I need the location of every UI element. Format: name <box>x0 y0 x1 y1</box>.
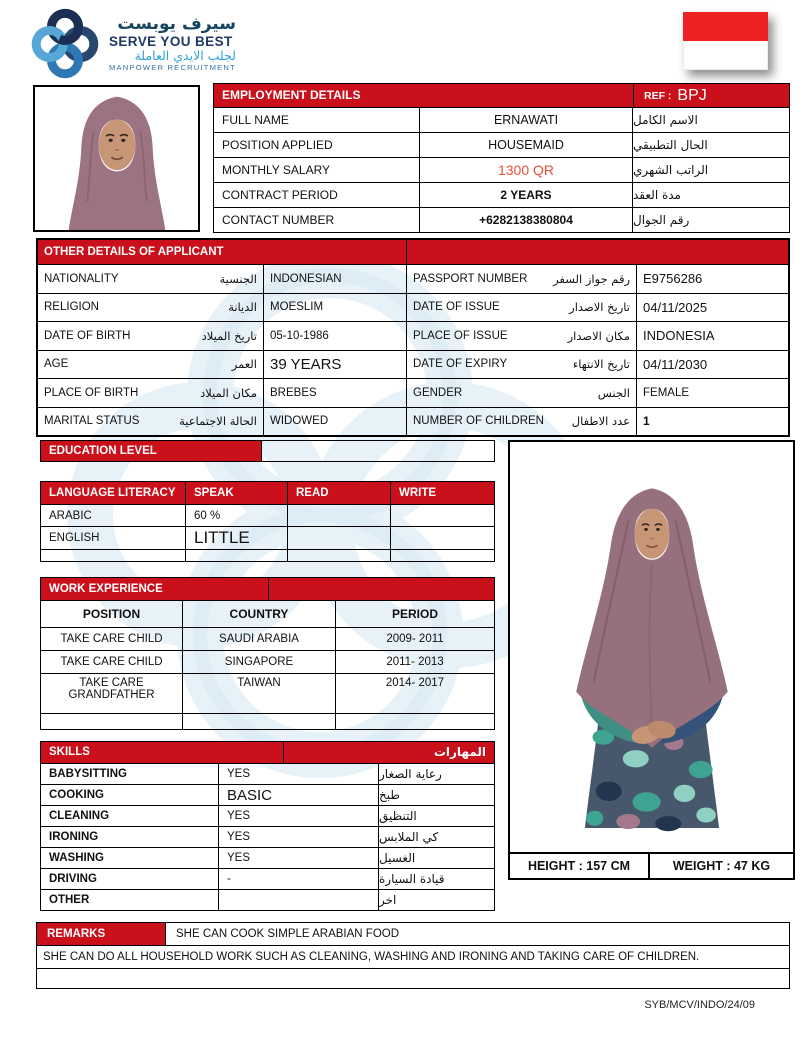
education-level-value <box>261 440 495 462</box>
skill-label: BABYSITTING <box>41 764 219 784</box>
applicant-full-body-photo <box>510 442 793 852</box>
field-arabic-label: الديانة <box>228 300 257 315</box>
skill-arabic-label: طبخ <box>379 788 400 802</box>
empty-cell <box>41 550 186 561</box>
field-value: ERNAWATI <box>420 108 633 132</box>
field-label: CONTACT NUMBER <box>214 208 420 232</box>
field-label: PASSPORT NUMBER <box>413 272 528 285</box>
field-arabic-label: الاسم الكامل <box>633 113 698 127</box>
period-value: 2009- 2011 <box>386 633 444 645</box>
field-label-cell <box>407 294 637 322</box>
skills-section <box>40 741 495 911</box>
language-name: ENGLISH <box>41 527 186 549</box>
table-row <box>38 264 788 293</box>
logo-arabic-name: سيرف يوبست <box>117 14 236 35</box>
remarks-row <box>37 923 789 946</box>
table-row <box>41 889 494 910</box>
country-value: SINGAPORE <box>183 651 336 673</box>
field-label-cell <box>38 322 264 350</box>
field-value: 2 YEARS <box>420 183 633 207</box>
field-arabic-label: الراتب الشهري <box>633 163 709 177</box>
work-columns-row <box>41 600 494 627</box>
table-row-empty <box>41 713 494 729</box>
country-value: TAIWAN <box>183 674 336 713</box>
field-label: DATE OF BIRTH <box>44 329 131 342</box>
logo-knot-icon <box>28 8 102 80</box>
logo-tagline: MANPOWER RECRUITMENT <box>109 63 236 73</box>
field-label-cell <box>38 294 264 322</box>
remarks-line2: SHE CAN DO ALL HOUSEHOLD WORK SUCH AS CLEANING, WASHING AND IRONING AND TAKING CARE OF CHILDREN. <box>37 946 789 969</box>
skill-arabic-label: اخر <box>379 893 397 907</box>
skill-arabic-label: كي الملابس <box>379 830 439 844</box>
logo-company-name: SERVE YOU BEST <box>109 34 233 50</box>
skills-arabic-title: المهارات <box>433 745 486 759</box>
employment-header <box>214 84 789 107</box>
applicant-full-photo-panel <box>508 440 795 880</box>
column-header: PERIOD <box>391 607 438 621</box>
document-reference-code: SYB/MCV/INDO/24/09 <box>644 999 755 1011</box>
empty-cell <box>186 550 288 561</box>
skill-value <box>219 890 379 910</box>
field-arabic-label: رقم جواز السفر <box>553 271 630 286</box>
speak-level: LITTLE <box>186 527 288 549</box>
other-details-title: OTHER DETAILS OF APPLICANT <box>38 240 407 264</box>
field-value: E9756286 <box>643 271 703 287</box>
country-value: SAUDI ARABIA <box>183 628 336 650</box>
field-arabic-label: مكان الميلاد <box>200 385 257 400</box>
field-label: CONTRACT PERIOD <box>214 183 420 207</box>
position-value: TAKE CARE CHILD <box>41 651 183 673</box>
column-header: POSITION <box>41 601 183 627</box>
language-header-row <box>41 482 494 504</box>
field-label: PLACE OF ISSUE <box>413 329 508 342</box>
field-arabic-label: مدة العقد <box>633 188 681 202</box>
skills-title: SKILLS <box>41 742 284 763</box>
field-arabic-label: الجنسية <box>219 271 257 286</box>
flag-red-band <box>683 12 768 41</box>
table-row <box>41 784 494 805</box>
education-level-title: EDUCATION LEVEL <box>40 440 262 462</box>
field-value: +6282138380804 <box>420 208 633 232</box>
field-arabic-label: مكان الاصدار <box>567 328 630 343</box>
field-value: BREBES <box>264 379 407 407</box>
indonesia-flag <box>683 12 768 70</box>
column-header: SPEAK <box>186 482 288 504</box>
logo-arabic-tagline: لجلب الايدي العاملة <box>134 48 236 64</box>
company-logo <box>28 8 236 80</box>
period-value: 2011- 2013 <box>386 656 444 668</box>
empty-cell <box>41 714 183 729</box>
logo-text-block <box>109 15 236 73</box>
table-row <box>41 650 494 673</box>
field-label-cell <box>38 408 264 436</box>
field-value: HOUSEMAID <box>420 133 633 157</box>
field-label-cell <box>407 322 637 350</box>
field-value: WIDOWED <box>264 408 407 436</box>
column-header: LANGUAGE LITERACY <box>41 482 186 504</box>
read-level <box>288 505 391 526</box>
column-header: READ <box>288 482 391 504</box>
employment-title: EMPLOYMENT DETAILS <box>214 84 634 107</box>
field-label: MARITAL STATUS <box>44 415 140 428</box>
field-label: GENDER <box>413 386 463 399</box>
table-row <box>38 321 788 350</box>
table-row <box>41 868 494 889</box>
skills-header <box>41 742 494 763</box>
language-literacy-section <box>40 481 495 562</box>
skill-value: YES <box>219 806 379 826</box>
skill-label: IRONING <box>41 827 219 847</box>
empty-cell <box>288 550 391 561</box>
full-body-illustration <box>533 460 771 852</box>
column-header: COUNTRY <box>183 601 336 627</box>
field-arabic-label: عدد الاطفال <box>571 414 630 429</box>
empty-cell <box>183 714 336 729</box>
field-arabic-label: تاريخ الاصدار <box>569 300 630 315</box>
field-value: INDONESIA <box>643 328 715 344</box>
table-row <box>41 763 494 784</box>
position-value: TAKE CARE GRANDFATHER <box>41 674 183 713</box>
table-row <box>214 182 789 207</box>
work-experience-section <box>40 577 495 730</box>
field-arabic-label: تاريخ الميلاد <box>201 328 257 343</box>
header-filler <box>407 240 788 264</box>
field-label-cell <box>407 265 637 293</box>
field-label: NATIONALITY <box>44 272 119 285</box>
write-level <box>391 527 494 549</box>
ref-cell <box>634 84 789 107</box>
field-value: 1 <box>643 414 650 429</box>
table-row <box>214 107 789 132</box>
ref-value: BPJ <box>677 86 707 104</box>
field-label: MONTHLY SALARY <box>214 158 420 182</box>
field-value: FEMALE <box>643 386 690 399</box>
write-level <box>391 505 494 526</box>
field-value: 39 YEARS <box>264 351 407 379</box>
empty-cell <box>336 714 494 729</box>
speak-level: 60 % <box>186 505 288 526</box>
table-row <box>38 350 788 379</box>
field-label: NUMBER OF CHILDREN <box>413 415 544 428</box>
remarks-title: REMARKS <box>37 923 166 945</box>
field-arabic-label: الحالة الاجتماعية <box>179 414 257 429</box>
remarks-section <box>36 922 790 989</box>
table-row <box>214 207 789 232</box>
ref-label: REF : <box>644 89 672 102</box>
portrait-illustration <box>58 92 176 230</box>
table-row <box>41 847 494 868</box>
employment-details-section <box>213 83 790 233</box>
skill-label: CLEANING <box>41 806 219 826</box>
salary-value: 1300 QR <box>420 158 633 182</box>
table-row <box>214 132 789 157</box>
period-value: 2014- 2017 <box>385 677 445 689</box>
work-experience-header <box>41 578 494 600</box>
skill-value: YES <box>219 848 379 868</box>
field-value: INDONESIAN <box>264 265 407 293</box>
table-row <box>41 504 494 526</box>
field-label: FULL NAME <box>214 108 420 132</box>
read-level <box>288 527 391 549</box>
table-row <box>41 526 494 549</box>
weight-value: WEIGHT : 47 KG <box>672 859 771 873</box>
field-label: DATE OF EXPIRY <box>413 358 508 371</box>
field-arabic-label: العمر <box>231 357 257 372</box>
field-arabic-label: رقم الجوال <box>633 213 690 227</box>
skill-value: YES <box>219 764 379 784</box>
field-label-cell <box>38 265 264 293</box>
other-details-section <box>36 238 790 437</box>
field-label-cell <box>407 408 637 436</box>
field-value: 05-10-1986 <box>264 322 407 350</box>
height-weight-row <box>510 852 793 878</box>
table-row <box>41 805 494 826</box>
height-value: HEIGHT : 157 CM <box>510 854 650 878</box>
field-arabic-label: الجنس <box>597 385 630 400</box>
work-experience-title: WORK EXPERIENCE <box>41 578 269 600</box>
table-row <box>41 627 494 650</box>
skill-label: DRIVING <box>41 869 219 889</box>
skill-arabic-label: رعاية الصغار <box>379 767 442 781</box>
field-label: AGE <box>44 358 69 371</box>
field-label: RELIGION <box>44 301 99 314</box>
skill-arabic-label: الغسيل <box>379 851 416 865</box>
table-row <box>214 157 789 182</box>
skill-arabic-label: قيادة السيارة <box>379 872 445 886</box>
other-details-header <box>38 240 788 264</box>
table-row <box>38 378 788 407</box>
field-arabic-label: الحال التطبيقي <box>633 138 708 152</box>
field-value: 04/11/2025 <box>643 299 708 315</box>
skill-value: - <box>219 869 379 889</box>
empty-cell <box>391 550 494 561</box>
field-label: DATE OF ISSUE <box>413 301 500 314</box>
flag-white-band <box>683 41 768 70</box>
skill-value: YES <box>219 827 379 847</box>
field-value: MOESLIM <box>264 294 407 322</box>
field-value: 04/11/2030 <box>643 356 708 372</box>
header-filler <box>269 578 494 600</box>
column-header: WRITE <box>399 487 437 499</box>
position-value: TAKE CARE CHILD <box>41 628 183 650</box>
field-label-cell <box>407 351 637 379</box>
skill-arabic-label: التنظيق <box>379 809 417 823</box>
field-arabic-label: تاريخ الانتهاء <box>572 357 630 372</box>
table-row-empty <box>41 549 494 561</box>
skill-value: BASIC <box>219 785 379 805</box>
applicant-portrait-photo <box>33 85 200 232</box>
language-name: ARABIC <box>41 505 186 526</box>
remarks-line1: SHE CAN COOK SIMPLE ARABIAN FOOD <box>176 928 400 940</box>
table-row <box>38 293 788 322</box>
field-label-cell <box>38 351 264 379</box>
remarks-empty-row <box>37 969 789 988</box>
field-label: PLACE OF BIRTH <box>44 386 139 399</box>
table-row <box>41 673 494 713</box>
skill-label: WASHING <box>41 848 219 868</box>
field-label: POSITION APPLIED <box>214 133 420 157</box>
skill-label: COOKING <box>41 785 219 805</box>
table-row <box>38 407 788 436</box>
table-row <box>41 826 494 847</box>
field-label-cell <box>407 379 637 407</box>
skill-label: OTHER <box>41 890 219 910</box>
field-label-cell <box>38 379 264 407</box>
